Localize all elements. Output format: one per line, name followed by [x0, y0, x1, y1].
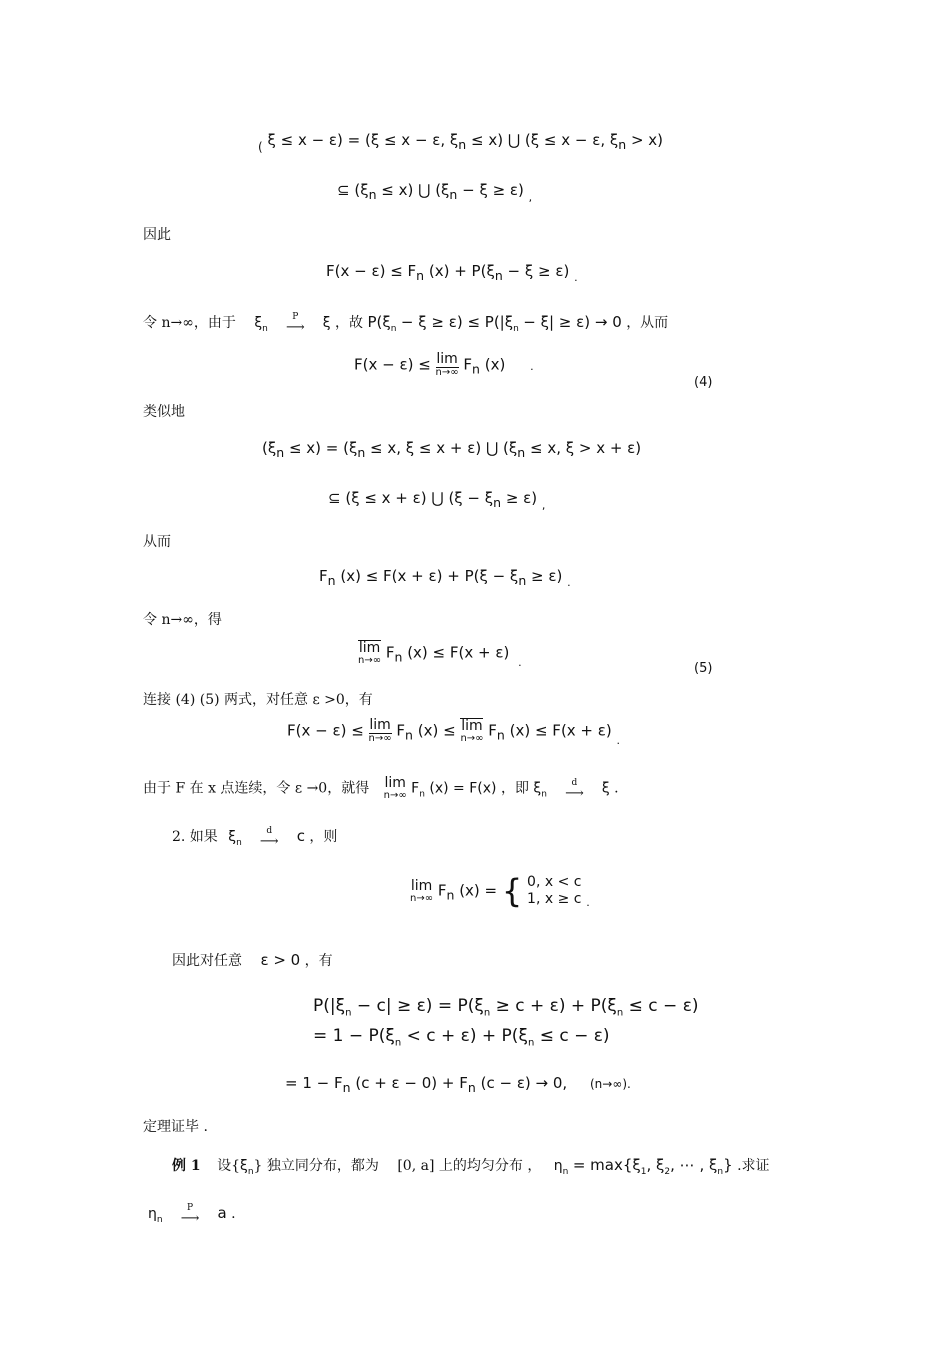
paragraph-limit-argument: 令 n→∞，由于 $\xi_n$ P ⟶ ξ ，故 $P(\xi_n - \xi \ge \varepsilon) \le P(|\xi_n - \xi| \ge \varepsilon) \to 0$ ，从而	[143, 312, 669, 335]
limit-operator: lim n→∞	[410, 877, 434, 904]
convergence-in-probability-arrow: P ⟶	[285, 312, 305, 335]
equation-subset-1: ⊆ $(\xi_n \le x)$ ⋃ $(\xi_n - \xi \ge \varepsilon)$ $_,$	[337, 181, 533, 204]
paragraph-thus: 从而	[143, 534, 171, 550]
equation-sandwich-bound: F(x − ε) ≤ lim n→∞ $F_n$ (x) ≤ lim n→∞ $F_n$ (x) ≤ F(x + ε) $_.$	[287, 717, 621, 747]
paragraph-combine-4-5: 连接 (4) (5) 两式，对任意 ε >0，有	[143, 692, 373, 708]
equation-subset-2: ⊆ (ξ ≤ x + ε) ⋃ $(\xi - \xi_n \ge \varepsilon)$ $_,$	[328, 489, 546, 512]
example-label: 例 1	[172, 1158, 201, 1174]
piecewise-cases: 0, x < c 1, x ≥ c	[527, 874, 582, 907]
limit-operator: lim n→∞	[383, 775, 407, 801]
equation-distribution-bound-2: $F_n$ $(x) \le F(x + \varepsilon) + P(\xi - \xi_n \ge \varepsilon)$ $_.$	[319, 567, 571, 589]
left-brace: {	[501, 872, 523, 910]
equation-number-5: (5)	[694, 661, 713, 676]
paragraph-case-constant: 2. 如果 $\xi_n$ d ⟶ c ，则	[172, 826, 338, 849]
equation-distribution-bound-1: $F(x - \varepsilon) \le F_n$ $(x) + P(\xi_n - \xi \ge \varepsilon)$ $_.$	[326, 262, 578, 284]
paragraph-similarly: 类似地	[143, 404, 185, 420]
convergence-in-probability-arrow: P ⟶	[180, 1203, 200, 1226]
equation-event-decomposition-1: $_($ ξ ≤ x − ε) = (ξ ≤ x − ε, $\xi_n \le x$) ⋃ (ξ ≤ x − ε, $\xi_n > x$)	[258, 131, 664, 154]
equation-liminf-bound: F(x − ε) ≤ lim n→∞ $F_n$ (x) .	[354, 351, 534, 378]
equation-piecewise-limit: lim n→∞ $F_n$ (x) = { 0, x < c 1, x ≥ c $_.$	[410, 872, 590, 910]
paragraph-therefore: 因此	[143, 227, 171, 243]
convergence-in-distribution-arrow: d ⟶	[259, 826, 279, 849]
convergence-in-distribution-arrow: d ⟶	[565, 777, 584, 801]
equation-probability-expansion-2: = $1 - P(\xi_n < c + \varepsilon) + P(\xi_n \le c - \varepsilon)$	[313, 1026, 610, 1049]
equation-limsup-bound: lim n→∞ $F_n$ (x) ≤ F(x + ε) $_.$	[358, 640, 522, 669]
limsup-operator: lim n→∞	[358, 640, 382, 666]
equation-probability-limit: = $1 - F_n$ $(c + \varepsilon - 0) + F_n$ (c − ε) → 0, (n→∞).	[285, 1074, 631, 1095]
equation-probability-expansion-1: $P(|\xi_n - c| \ge \varepsilon) = P(\xi_n \ge c + \varepsilon) + P(\xi_n \le c - \varepsilon)$	[313, 996, 699, 1019]
liminf-operator: lim n→∞	[435, 351, 459, 378]
equation-event-decomposition-2: $(\xi_n \le x) = (\xi_n \le x$, ξ ≤ x + ε) ⋃ ($\xi_n \le x$, ξ > x + ε)	[262, 439, 642, 460]
paragraph-to-prove: $\eta_n$ P ⟶ a .	[148, 1203, 236, 1226]
paragraph-continuity-conclusion: 由于 F 在 x 点连续，令 ε →0，就得 lim n→∞ $F_n$ (x) = F(x) ，即 $\xi_n$ d ⟶ ξ .	[143, 775, 619, 801]
limsup-operator: lim n→∞	[460, 718, 484, 744]
paragraph-proof-complete: 定理证毕 .	[143, 1119, 208, 1135]
liminf-operator: lim n→∞	[368, 717, 392, 744]
paragraph-example-1: 例 1 设$\{\xi_n\}$ 独立同分布，都为 [0, a] 上的均匀分布 ， $\eta_n = \max\{\xi_1$, $\xi_2$, ⋯ , $\xi_n$} .求证	[172, 1156, 770, 1177]
paragraph-for-any-epsilon: 因此对任意 ε > 0 ，有	[172, 951, 333, 969]
paragraph-let-n-infinity: 令 n→∞，得	[143, 612, 222, 628]
equation-number-4: (4)	[694, 375, 713, 390]
